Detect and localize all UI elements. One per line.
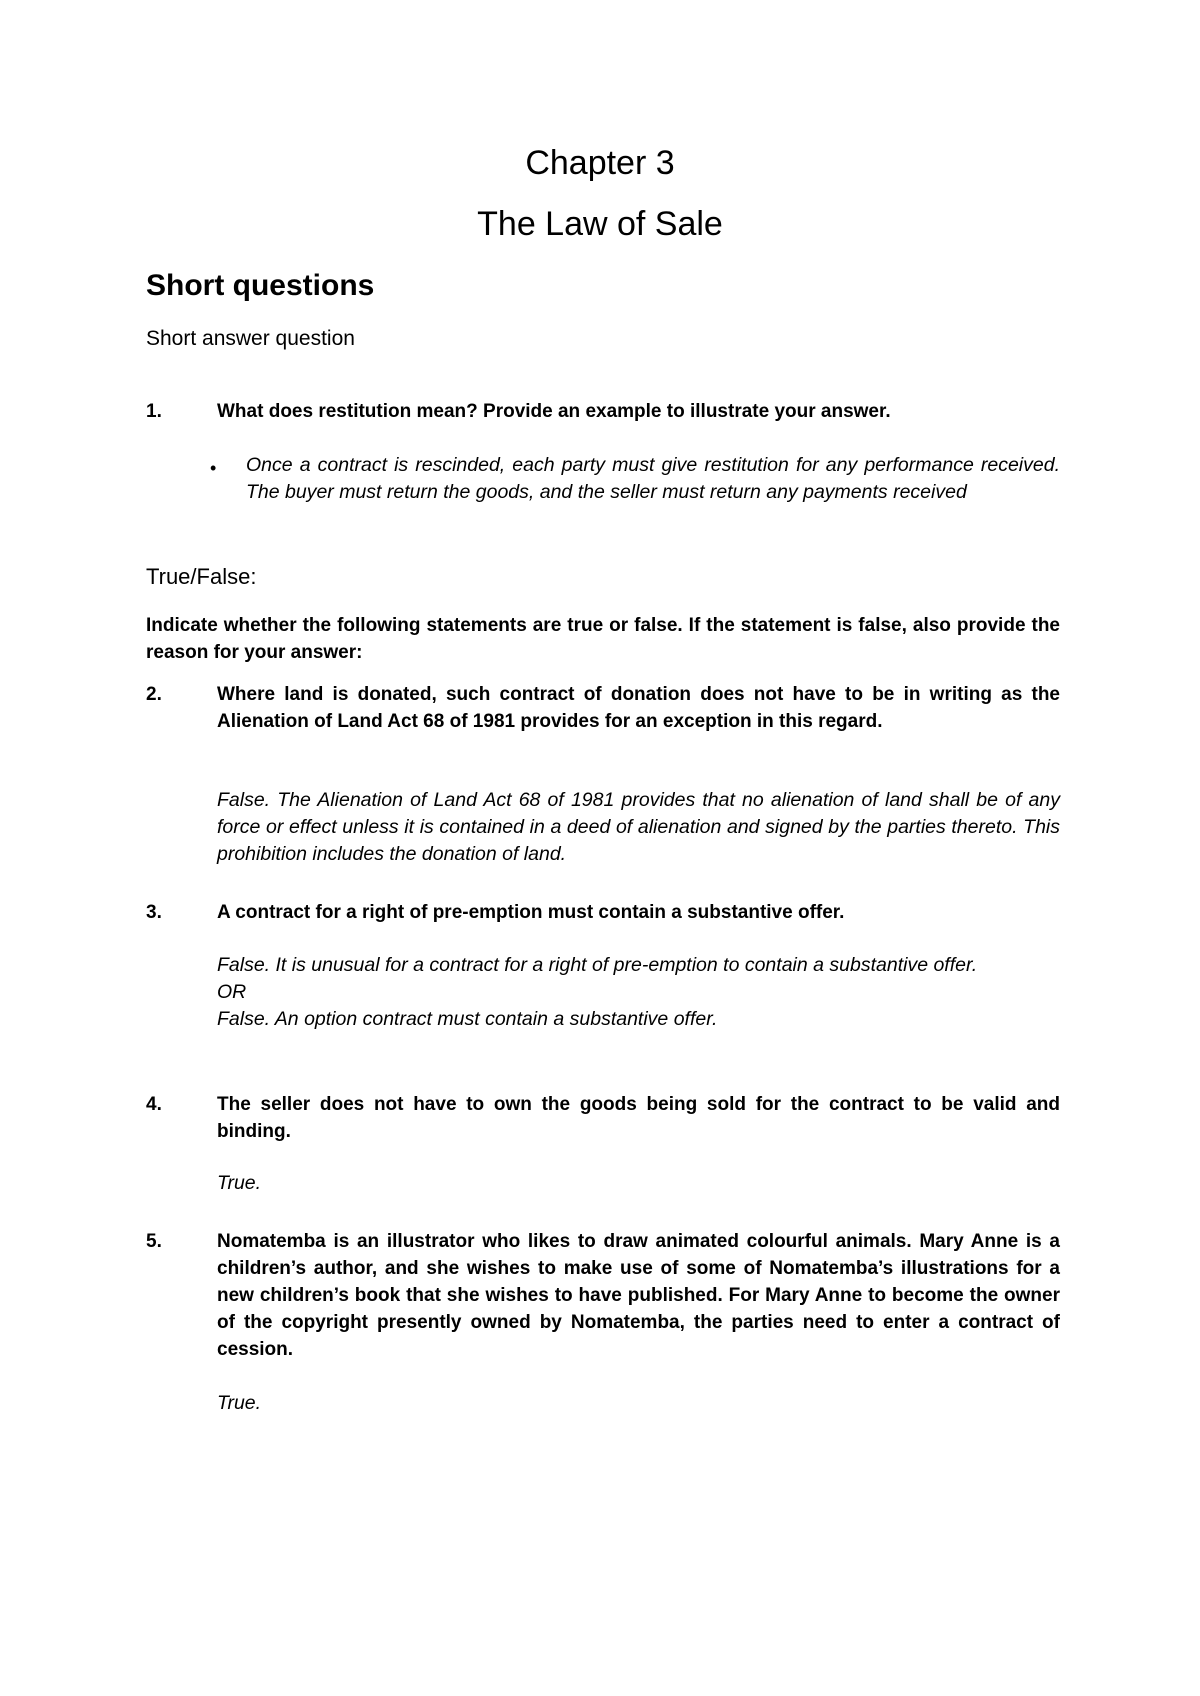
question-number: 5. xyxy=(146,1231,162,1252)
subsection-heading: Short answer question xyxy=(146,327,355,350)
question-text: The seller does not have to own the goods being sold for the contract to be valid and binding. xyxy=(217,1094,1060,1142)
question-number: 1. xyxy=(146,401,162,422)
bullet-icon: • xyxy=(210,458,217,478)
answer-text: True. xyxy=(217,1172,262,1194)
answer-text: Once a contract is rescinded, each party must give restitution for any performance received. The buyer must return the goods, and the seller must return any payments received xyxy=(246,454,1060,503)
question-text: A contract for a right of pre-emption must contain a substantive offer. xyxy=(217,902,845,923)
question-text: Where land is donated, such contract of donation does not have to be in writing as the Alienation of Land Act 68 of 1981 provides for an exception in this regard. xyxy=(217,684,1060,732)
question-text: What does restitution mean? Provide an example to illustrate your answer. xyxy=(217,401,891,422)
question-number: 2. xyxy=(146,684,162,705)
answer-text: True. xyxy=(217,1392,262,1414)
section-heading: Short questions xyxy=(146,269,375,302)
question-text: Nomatemba is an illustrator who likes to draw animated colourful animals. Mary Anne is a children’s author, and she wishes to make use of some of Nomatemba’s illustrations for a new children’s book that she wishes to have published. For Mary Anne to become the owner of the copyright presently owned by Nomatemba, the parties need to enter a contract of cession. xyxy=(217,1231,1060,1360)
subject-title: The Law of Sale xyxy=(477,205,723,243)
true-false-heading: True/False: xyxy=(146,564,257,589)
question-number: 4. xyxy=(146,1094,162,1115)
chapter-label: Chapter 3 xyxy=(525,144,675,182)
answer-text: False. It is unusual for a contract for a right of pre-emption to contain a substantive offer. OR False. An option contract must contain a substantive offer. xyxy=(217,954,978,1030)
instructions: Indicate whether the following statements are true or false. If the statement is false, also provide the reason for your answer: xyxy=(146,615,1060,663)
question-number: 3. xyxy=(146,902,162,923)
answer-text: False. The Alienation of Land Act 68 of 1981 provides that no alienation of land shall be of any force or effect unless it is contained in a deed of alienation and signed by the parties thereto. This prohibition includes the donation of land. xyxy=(217,789,1060,865)
